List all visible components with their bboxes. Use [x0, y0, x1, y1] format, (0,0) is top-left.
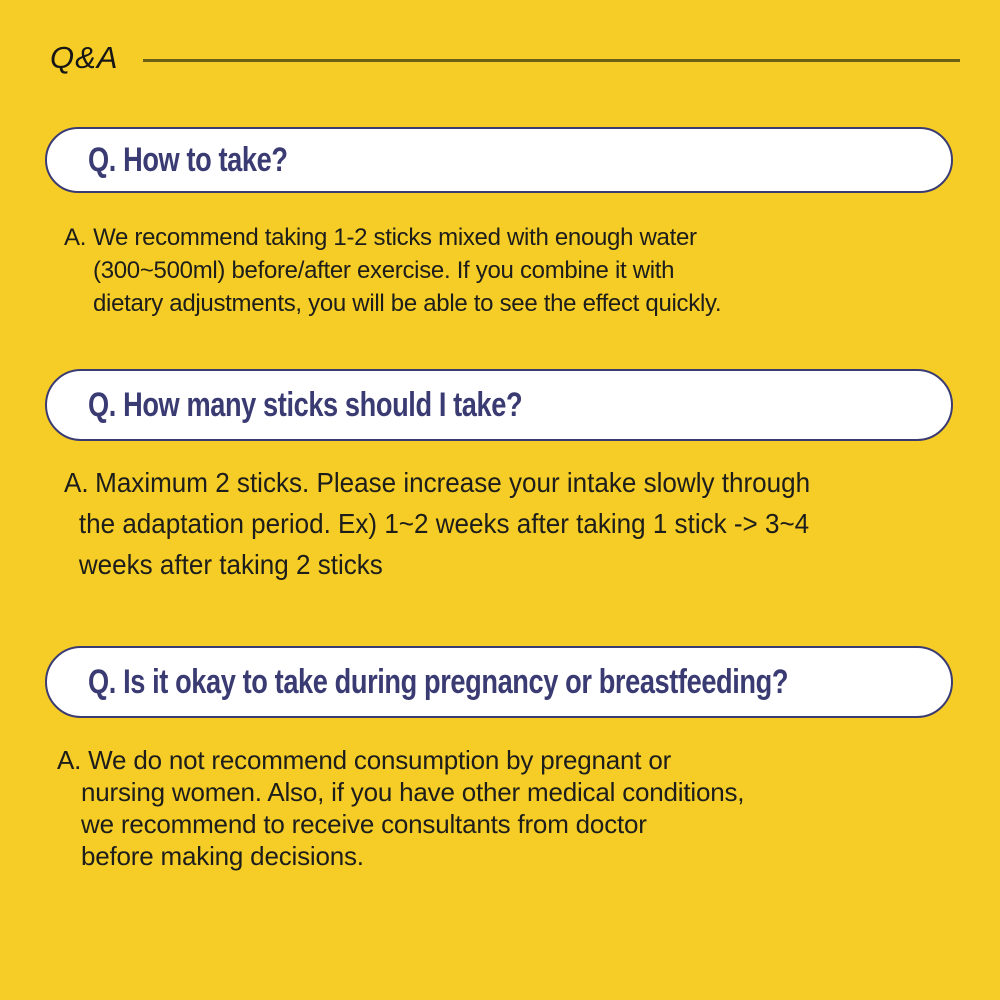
answer-line — [57, 744, 744, 776]
header-divider-line — [143, 59, 960, 62]
question-pill-2 — [45, 369, 953, 441]
answer-prefix: A. — [64, 467, 89, 498]
answer-line — [64, 221, 721, 254]
answer-line: we recommend to receive consultants from doctor — [81, 809, 647, 839]
answer-line-text: We do not recommend consumption by pregnant or — [88, 745, 672, 775]
page-title: Q&A — [50, 40, 119, 75]
answer-line — [64, 462, 810, 503]
question-pill-1 — [45, 127, 953, 193]
question-3-text: Q. Is it okay to take during pregnancy or breastfeeding? — [88, 662, 789, 701]
answer-prefix: A. — [64, 224, 87, 251]
answer-line: dietary adjustments, you will be able to see the effect quickly. — [93, 290, 722, 317]
answer-line: the adaptation period. Ex) 1~2 weeks after taking 1 stick -> 3~4 — [78, 508, 810, 539]
question-pill-3 — [45, 646, 953, 718]
answer-line-text: Maximum 2 sticks. Please increase your intake slowly through — [95, 467, 811, 498]
answer-block-1 — [64, 221, 721, 320]
answer-prefix: A. — [57, 745, 82, 775]
question-2-text: Q. How many sticks should I take? — [88, 385, 523, 424]
answer-line: (300~500ml) before/after exercise. If you combine it with — [93, 257, 675, 284]
answer-block-3 — [57, 744, 744, 872]
answer-line: weeks after taking 2 sticks — [78, 549, 383, 580]
answer-line-text: We recommend taking 1-2 sticks mixed with enough water — [93, 224, 697, 251]
answer-line: before making decisions. — [81, 841, 364, 871]
answer-line: nursing women. Also, if you have other medical conditions, — [81, 777, 745, 807]
answer-block-2 — [64, 462, 810, 585]
question-1-text: Q. How to take? — [88, 140, 288, 179]
